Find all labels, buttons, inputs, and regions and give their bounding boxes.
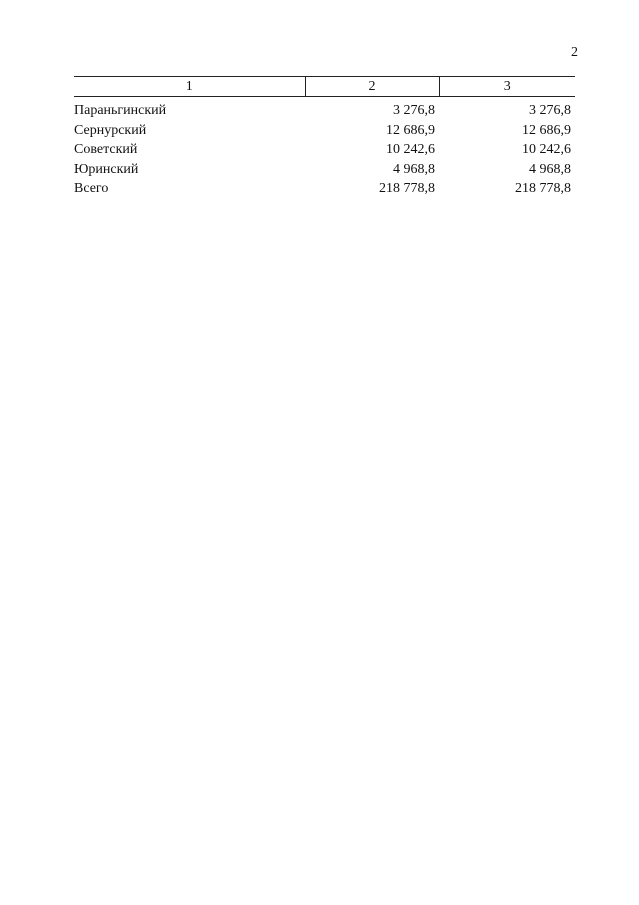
value-col-3: 3 276,8 xyxy=(529,103,571,118)
value-col-2: 3 276,8 xyxy=(393,103,435,118)
total-value-col-3: 218 778,8 xyxy=(515,181,571,196)
district-name: Параньгинский xyxy=(74,103,167,118)
table-row xyxy=(74,160,575,180)
value-col-2: 10 242,6 xyxy=(386,142,435,157)
table-row xyxy=(74,140,575,160)
table-row xyxy=(74,121,575,141)
total-value-col-2: 218 778,8 xyxy=(379,181,435,196)
column-header-1: 1 xyxy=(74,77,305,97)
district-name: Советский xyxy=(74,142,138,157)
value-col-2: 4 968,8 xyxy=(393,161,435,177)
value-col-3: 4 968,8 xyxy=(529,161,571,177)
table-body xyxy=(74,97,575,199)
table-row-total xyxy=(74,179,575,199)
column-header-3: 3 xyxy=(439,77,575,97)
district-name: Сернурский xyxy=(74,122,147,138)
table-header xyxy=(74,77,575,97)
value-col-2: 12 686,9 xyxy=(386,122,435,138)
table-header-row xyxy=(74,77,575,97)
value-col-3: 10 242,6 xyxy=(522,142,571,157)
district-name: Юринский xyxy=(74,161,139,177)
data-table xyxy=(74,76,575,199)
table-row xyxy=(74,97,575,121)
page-number: 2 xyxy=(571,45,578,60)
column-header-2: 2 xyxy=(305,77,439,97)
total-label: Всего xyxy=(74,181,109,196)
value-col-3: 12 686,9 xyxy=(522,122,571,138)
